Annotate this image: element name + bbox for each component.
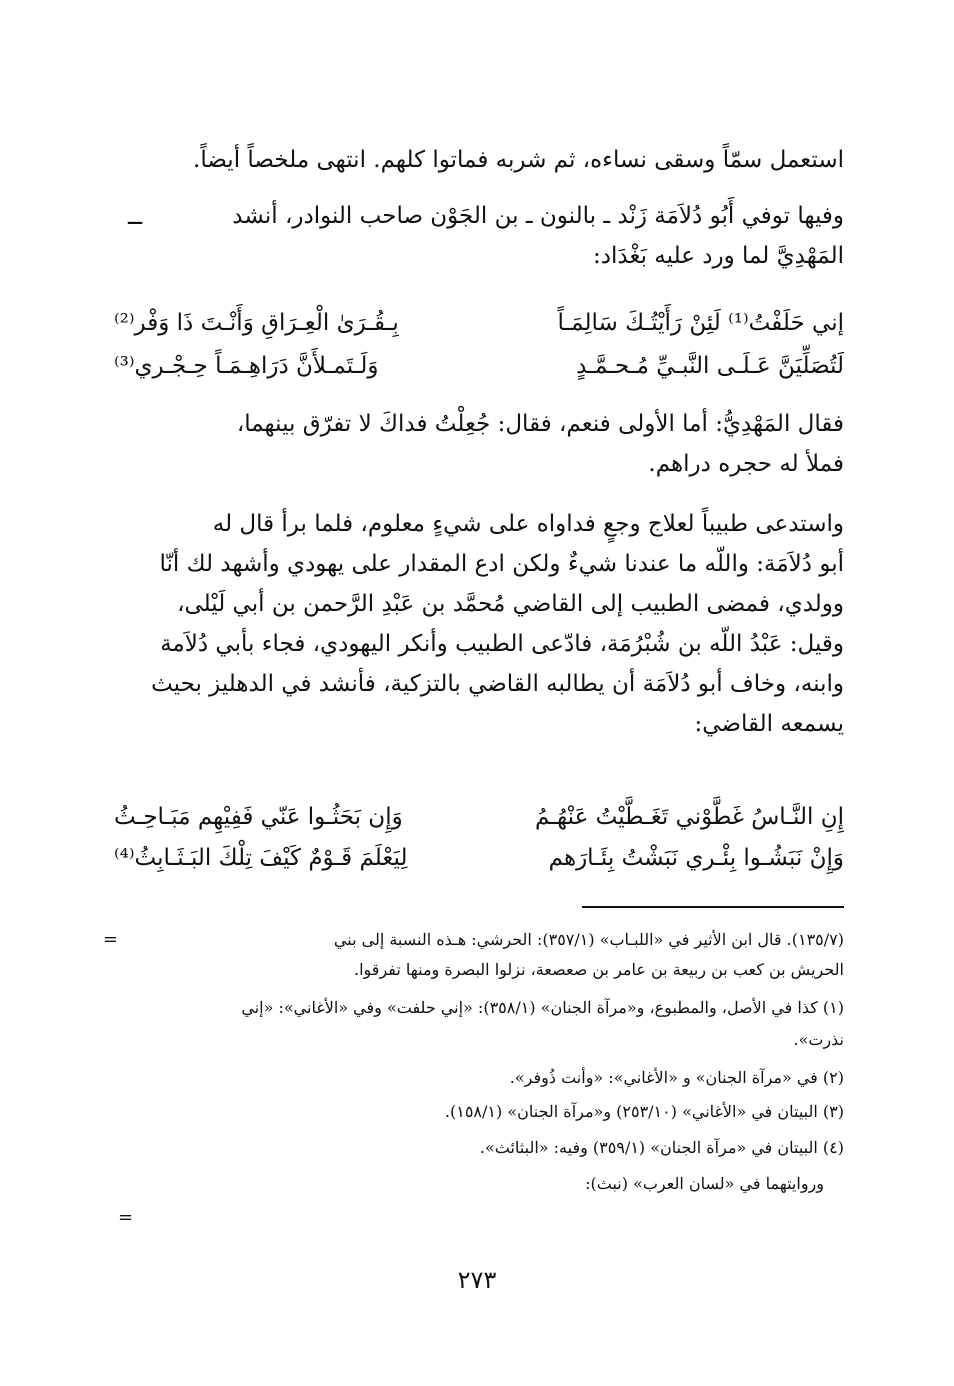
verse-first-hemistich: لَتُصَلِّيَنَّ عَـلَـى النَّبـيِّ مُـحـمَّـدٍ [576,353,844,379]
text-line: وابنه، وخاف أبو دُلاَمَة أن يطالبه القاضي بالتزكية، فأنشد في الدهليز بحيث [151,671,844,697]
text-line: وقيل: عَبْدُ اللّه بن شُبْرُمَة، فادّعى الطبيب وأنكر اليهودي، فجاء بأبي دُلاَمة [160,631,844,657]
continuation-dash: ــ [128,202,143,230]
paragraph-4 [114,504,844,744]
footnote-line: (٤) البيتان في «مرآة الجنان» (٣٥٩/١) وفيه: «البثائث». [479,1138,844,1157]
footnote-line: وروايتهما في «لسان العرب» (نبث): [585,1174,824,1193]
text-line: استعمل سمّاً وسقى نساءه، ثم شربه فماتوا كلهم. انتهى ملخصاً أيضاً. [193,147,844,173]
footnote-divider [582,906,844,908]
text-line: وفيها توفي أَبُو دُلاَمَة زَنْد ـ بالنون ـ بن الجَوْن صاحب النوادر، أنشد [232,203,844,229]
text-line: فملأ له حجره دراهم. [648,451,844,477]
poem-2-verse [114,797,844,837]
verse-second-hemistich: وَلَـتَمـلأَنَّ دَرَاهِـمَـاً حِـجْـري⁽³⁾ [114,353,379,379]
footnote-line: (١) كذا في الأصل، والمطبوع، و«مرآة الجنان» (٣٥٨/١): «إني حلفت» وفي «الأغاني»: «إني [241,998,844,1017]
verse-second-hemistich: وَإِن بَحَثُـوا عَنّي فَفِيْهِم مَبَـاحِـثُ [114,804,403,830]
text-line: فقال المَهْدِيُّ: أما الأولى فنعم، فقال: جُعِلْتُ فداكَ لا تفرّق بينهما، [236,411,844,437]
text-line: المَهْدِيَّ لما ورد عليه بَغْدَاد: [593,243,844,269]
paragraph-1 [114,140,844,180]
footnote-line: نذرت». [793,1030,844,1049]
poem-1-verse [114,346,844,386]
page-number: ٢٧٣ [457,1266,497,1294]
poem-1-verse [114,303,844,343]
footnote-line: (٣) البيتان في «الأغاني» (٢٥٣/١٠) و«مرآة الجنان» (١٥٨/١). [444,1102,844,1121]
continuation-marker: = [102,929,118,950]
verse-first-hemistich: إِنِ النَّـاسُ غَطَّوْني تَغَـطَّيْتُ عَنْهُـمُ [535,804,844,830]
verse-first-hemistich: إني حَلَفْتُ⁽¹⁾ لَئِنْ رَأَيْتُـكَ سَالِمَـاً [557,310,844,336]
paragraph-3 [114,404,844,484]
footnote-line: الحريش بن كعب بن ربيعة بن عامر بن صعصعة، نزلوا البصرة ومنها تفرقوا. [354,960,844,979]
paragraph-2 [149,196,844,276]
verse-second-hemistich: بِـقُـرَىٰ الْعِـرَاقِ وَأَنْـتَ ذَا وَفْر⁽²⁾ [114,310,399,336]
continuation-marker: = [118,1207,134,1228]
text-line: وولدي، فمضى الطبيب إلى القاضي مُحمَّد بن عَبْدِ الرَّحمن بن أبي لَيْلى، [177,591,844,617]
text-line: أبو دُلاَمَة: واللّه ما عندنا شيءٌ ولكن ادع المقدار على يهودي وأشهد لك أنّا [159,551,844,577]
footnote-line: (١٣٥/٧). قال ابن الأثير في «اللبـاب» (٣٥٧/١): الحرشي: هـذه النسبة إلى بني [333,930,844,949]
verse-second-hemistich: لِيَعْلَمَ قَـوْمٌ كَيْفَ تِلْكَ البَـثَـابِثُ⁽⁴⁾ [114,845,408,871]
footnote-line: (٢) في «مرآة الجنان» و «الأغاني»: «وأنت ذُوفر». [509,1068,844,1087]
poem-2-verse [114,838,844,878]
text-line: واستدعى طبيباً لعلاج وجعٍ فداواه على شيءٍ معلوم، فلما برأ قال له [212,511,844,537]
verse-first-hemistich: وَإِنْ نَبَشُـوا بِئْـري نَبَشْتُ بِئَـارَهم [548,845,844,871]
text-line: يسمعه القاضي: [694,711,844,737]
